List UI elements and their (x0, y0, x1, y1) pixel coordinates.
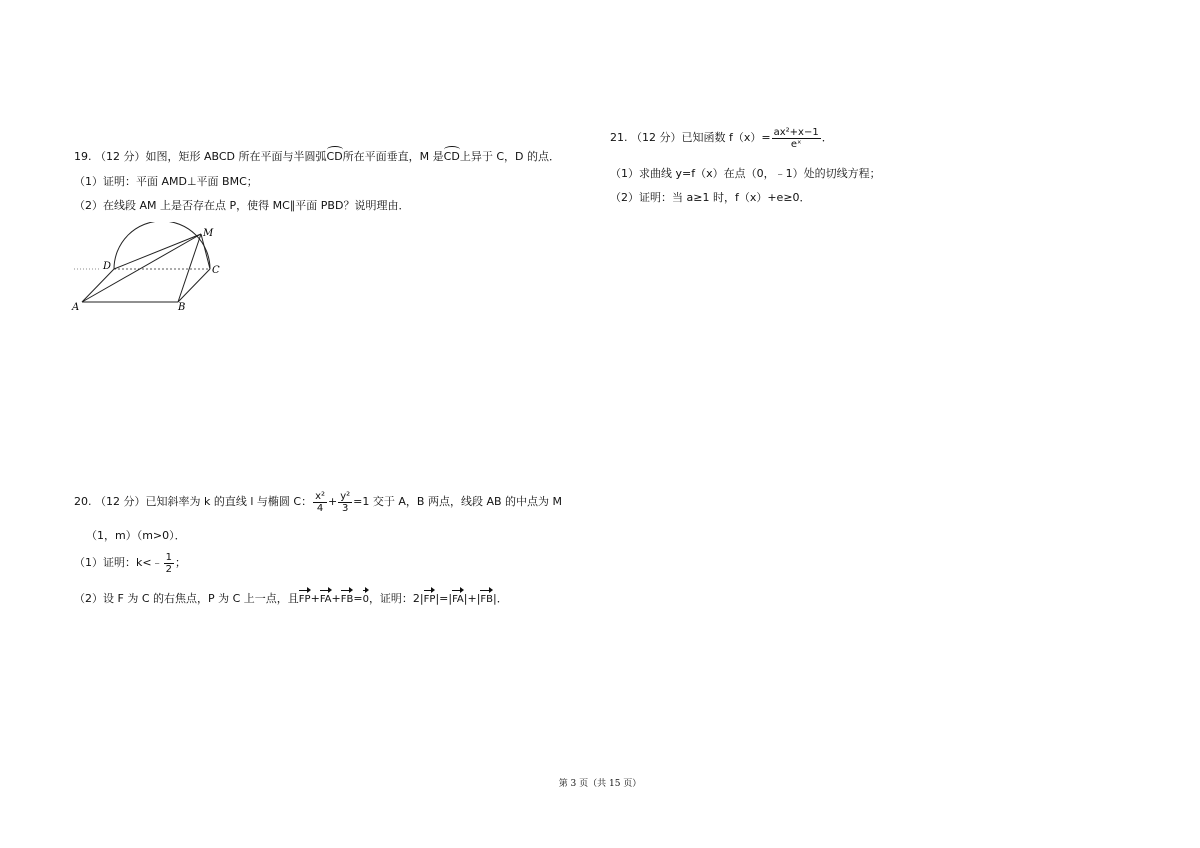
segment-bc (178, 269, 210, 302)
segment-md (114, 234, 201, 269)
segment-mc (201, 234, 210, 269)
plus-sign: + (310, 592, 320, 605)
semicircle-arc (114, 222, 210, 269)
plus-sign: + (328, 495, 338, 508)
fraction-f-of-x (772, 127, 821, 150)
arc-cd-1: CD (327, 146, 343, 165)
q20-part2-text-b: ，证明：2| (368, 592, 424, 605)
q19-stem-text-c: 上异于 C，D 的点． (459, 150, 560, 163)
q19-geometry-figure (70, 222, 230, 314)
q20-stem-text-b: =1 交于 A，B 两点，线段 AB 的中点为 M (353, 495, 562, 508)
q20-part1 (74, 550, 186, 576)
vector-fa: FA (320, 589, 332, 608)
q20-part2-text-c: |=| (435, 592, 453, 605)
q21-part1: （1）求曲线 y=f（x）在点（0，﹣1）处的切线方程； (610, 167, 881, 180)
fraction-denominator: 3 (342, 502, 349, 514)
q21-part2: （2）证明：当 a≥1 时，f（x）+e≥0． (610, 191, 811, 204)
vector-fp: FP (299, 589, 311, 608)
fraction-denominator: 4 (316, 502, 324, 514)
vector-zero: 0 (363, 589, 369, 608)
q19-stem (74, 146, 560, 165)
vector-fa: FA (452, 589, 464, 608)
label-d: D (103, 261, 112, 272)
label-b: B (178, 302, 186, 313)
label-a: A (72, 302, 80, 313)
q21-stem (610, 124, 833, 152)
fraction-numerator: 1 (165, 551, 172, 563)
q20-stem-text-a: 20. （12 分）已知斜率为 k 的直线 l 与椭圆 C： (74, 495, 313, 508)
fraction-numerator: ax²+x−1 (773, 126, 819, 138)
label-m: M (203, 228, 214, 239)
q21-stem-text-b: ． (821, 131, 833, 144)
fraction-1-over-2 (164, 552, 174, 575)
q20-part2-text-d: |+| (463, 592, 481, 605)
fraction-y2-over-3 (338, 491, 352, 514)
segment-mb (178, 234, 201, 302)
q20-part1-end: ； (174, 556, 186, 569)
equals-sign: = (353, 592, 363, 605)
q19-part1: （1）证明：平面 AMD⊥平面 BMC； (74, 175, 258, 188)
q20-stem (74, 488, 562, 516)
segment-ad (82, 269, 114, 302)
vector-fb: FB (480, 589, 493, 608)
plus-sign: + (331, 592, 341, 605)
vector-fp: FP (424, 589, 436, 608)
arc-cd-2: CD (444, 146, 460, 165)
q20-part1-text: （1）证明：k<﹣ (74, 556, 163, 569)
q20-part2-text-e: |． (493, 592, 508, 605)
q19-stem-text-b: 所在平面垂直，M 是 (342, 150, 444, 163)
q20-part2 (74, 589, 508, 608)
fraction-denominator: eˣ (790, 138, 802, 150)
q20-part2-text-a: （2）设 F 为 C 的右焦点，P 为 C 上一点，且 (74, 592, 299, 605)
fraction-denominator: 2 (165, 563, 172, 575)
fraction-numerator: x² (315, 490, 326, 502)
q19-part2: （2）在线段 AM 上是否存在点 P，使得 MC∥平面 PBD？说明理由． (74, 199, 410, 212)
segment-ma (82, 234, 201, 302)
fraction-numerator: y² (340, 490, 351, 502)
q19-stem-text-a: 19. （12 分）如图，矩形 ABCD 所在平面与半圆弧 (74, 150, 327, 163)
q20-stem-cont: （1，m）（m>0）． (86, 529, 186, 542)
page-footer: 第 3 页（共 15 页） (558, 779, 642, 789)
label-c: C (212, 265, 220, 276)
vector-fb: FB (341, 589, 354, 608)
fraction-x2-over-4 (313, 491, 327, 514)
q21-stem-text-a: 21. （12 分）已知函数 f（x）= (610, 131, 771, 144)
